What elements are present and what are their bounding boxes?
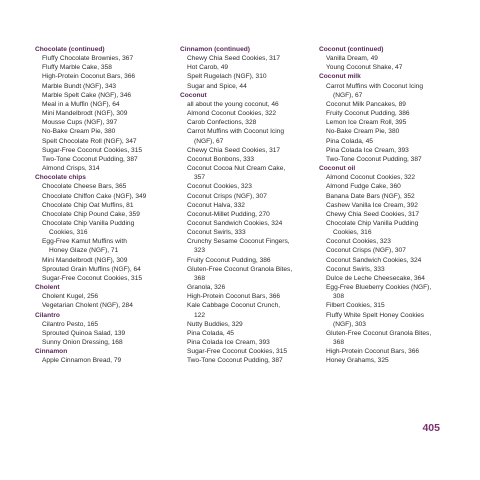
index-entry-continuation: (NGF), 67	[194, 137, 224, 145]
index-heading: Coconut	[180, 91, 207, 99]
index-entry-continuation: 122	[194, 311, 206, 319]
index-entry-continuation: Cookies, 316	[49, 229, 88, 237]
index-entry: High-Protein Coconut Bars, 366	[187, 293, 281, 301]
index-heading: Chocolate chips	[35, 174, 86, 182]
index-heading: Coconut (continued)	[319, 46, 384, 53]
index-heading: Cholent	[35, 284, 60, 292]
index-entry: Carrot Muffins with Coconut Icing	[326, 82, 423, 90]
index-entry: Granola, 326	[187, 284, 226, 292]
index-entry: Fruity Coconut Pudding, 386	[326, 110, 410, 118]
index-entry: No-Bake Cream Pie, 380	[42, 128, 116, 136]
index-entry-continuation: Honey Glaze (NGF), 71	[49, 247, 119, 255]
index-entry-continuation: (NGF), 67	[333, 91, 363, 99]
index-entry: Young Coconut Shake, 47	[326, 64, 403, 72]
index-entry-continuation: 308	[333, 293, 345, 301]
index-entry: Meal in a Muffin (NGF), 64	[42, 100, 120, 108]
index-entry: Fluffy White Spelt Honey Cookies	[326, 311, 425, 319]
index-entry: Coconut Swirls, 333	[326, 265, 385, 273]
index-entry: Nutty Buddies, 329	[187, 320, 243, 328]
index-entry: Vanilla Dream, 49	[326, 55, 378, 63]
index-column-2	[180, 45, 320, 365]
index-entry: Hot Carob, 49	[187, 64, 229, 72]
index-entry: Coconut Cookies, 323	[326, 238, 391, 246]
index-entry: Fruity Coconut Pudding, 386	[187, 256, 271, 264]
index-entry: Filbert Cookies, 315	[326, 302, 385, 310]
index-entry: Chewy Chia Seed Cookies, 317	[187, 55, 281, 63]
index-entry: Chewy Chia Seed Cookies, 317	[187, 146, 281, 154]
index-heading: Coconut milk	[319, 73, 361, 81]
index-entry: Carrot Muffins with Coconut Icing	[187, 128, 284, 136]
index-entry-continuation: 323	[194, 247, 206, 255]
index-heading: Cilantro	[35, 311, 60, 319]
index-entry: Sprouted Grain Muffins (NGF), 64	[42, 265, 141, 273]
index-entry: Egg-Free Kamut Muffins with	[42, 238, 127, 246]
index-entry: Dulce de Leche Cheesecake, 364	[326, 274, 425, 282]
index-entry: Fluffy Chocolate Brownies, 367	[42, 55, 134, 63]
index-entry: Pina Colada, 45	[187, 329, 234, 337]
index-entry: No-Bake Cream Pie, 380	[326, 128, 400, 136]
index-entry-continuation: 357	[194, 174, 206, 182]
index-entry: Coconut Cocoa Nut Cream Cake,	[187, 165, 286, 173]
index-entry: Vegetarian Cholent (NGF), 284	[42, 302, 133, 310]
index-entry: Coconut Milk Pancakes, 89	[326, 100, 406, 108]
index-entry: High-Protein Coconut Bars, 366	[326, 348, 420, 356]
index-entry: Lemon Ice Cream Roll, 395	[326, 119, 407, 127]
index-entry: Cholent Kugel, 256	[42, 293, 99, 301]
index-entry: Chocolate Chip Pound Cake, 359	[42, 210, 140, 218]
index-heading: Coconut oil	[319, 165, 356, 173]
index-entry: Chewy Chia Seed Cookies, 317	[326, 210, 420, 218]
index-entry: Coconut Bonbons, 333	[187, 155, 255, 163]
index-entry-continuation: Cookies, 316	[333, 229, 372, 237]
index-entry: Sugar-Free Coconut Cookies, 315	[187, 348, 288, 356]
page-number: 405	[422, 422, 440, 434]
index-entry: Apple Cinnamon Bread, 79	[42, 357, 122, 365]
index-entry: Coconut Sandwich Cookies, 324	[326, 256, 422, 264]
index-entry: Chocolate Chip Vanilla Pudding	[326, 219, 419, 227]
index-entry: Coconut Cookies, 323	[187, 183, 252, 191]
index-entry: Marble Spelt Cake (NGF), 346	[42, 91, 132, 99]
index-entry: High-Protein Coconut Bars, 366	[42, 73, 136, 81]
index-entry: Cashew Vanilla Ice Cream, 392	[326, 201, 418, 209]
index-entry: Sugar and Spice, 44	[187, 82, 247, 90]
index-entry: Sunny Onion Dressing, 168	[42, 339, 123, 346]
index-entry: Coconut Swirls, 333	[187, 229, 246, 237]
index-entry: Almond Fudge Cake, 360	[326, 183, 401, 191]
index-entry: Coconut Halva, 332	[187, 201, 245, 209]
index-entry: Coconut Crisps (NGF), 307	[326, 247, 406, 255]
index-entry: Marble Bundt (NGF), 343	[42, 82, 117, 90]
index-entry: Chocolate Chip Vanilla Pudding	[42, 219, 135, 227]
index-entry: Pina Colada Ice Cream, 393	[187, 339, 270, 346]
index-entry: Sprouted Quinoa Salad, 139	[42, 329, 126, 337]
index-entry: Honey Grahams, 325	[326, 357, 389, 365]
index-entry: Carob Confections, 328	[187, 119, 257, 127]
index-entry: all about the young coconut, 46	[187, 100, 279, 108]
index-entry: Pina Colada, 45	[326, 137, 373, 145]
index-entry: Sugar-Free Coconut Cookies, 315	[42, 274, 143, 282]
index-entry: Kale Cabbage Coconut Crunch,	[187, 302, 281, 310]
index-entry: Mousse Cups (NGF), 397	[42, 119, 118, 127]
index-entry: Coconut-Millet Pudding, 270	[187, 210, 270, 218]
index-entry: Coconut Crisps (NGF), 307	[187, 192, 267, 200]
index-entry: Fluffy Marble Cake, 358	[42, 64, 112, 72]
index-entry-continuation: (NGF), 303	[333, 320, 366, 328]
index-entry: Chocolate Cheese Bars, 365	[42, 183, 127, 191]
index-entry: Almond Crisps, 314	[42, 165, 100, 173]
index-entry: Gluten-Free Coconut Granola Bites,	[187, 265, 293, 273]
index-entry: Mini Mandelbrodt (NGF), 309	[42, 110, 128, 118]
index-entry: Cilantro Pesto, 165	[42, 320, 99, 328]
index-column-1	[35, 45, 175, 365]
index-entry: Banana Date Bars (NGF), 352	[326, 192, 415, 200]
index-entry: Two-Tone Coconut Pudding, 387	[42, 155, 138, 163]
index-entry: Almond Coconut Cookies, 322	[326, 174, 416, 182]
index-entry-continuation: 368	[194, 274, 206, 282]
index-entry: Pina Colada Ice Cream, 393	[326, 146, 409, 154]
index-entry: Almond Coconut Cookies, 322	[187, 110, 277, 118]
index-entry: Spelt Chocolate Roll (NGF), 347	[42, 137, 137, 145]
index-heading: Chocolate (continued)	[35, 46, 105, 53]
index-column-3	[319, 45, 465, 365]
index-entry: Chocolate Chiffon Cake (NGF), 349	[42, 192, 147, 200]
index-entry-continuation: 368	[333, 339, 345, 346]
index-entry: Spelt Rugelach (NGF), 310	[187, 73, 267, 81]
index-entry: Chocolate Chip Oat Muffins, 81	[42, 201, 134, 209]
index-entry: Mini Mandelbrodt (NGF), 309	[42, 256, 128, 264]
index-heading: Cinnamon (continued)	[180, 46, 250, 53]
index-entry: Gluten-Free Coconut Granola Bites,	[326, 329, 432, 337]
index-entry: Two-Tone Coconut Pudding, 387	[326, 155, 422, 163]
index-entry: Coconut Sandwich Cookies, 324	[187, 219, 283, 227]
index-entry: Crunchy Sesame Coconut Fingers,	[187, 238, 290, 246]
index-entry: Two-Tone Coconut Pudding, 387	[187, 357, 283, 365]
index-entry: Egg-Free Blueberry Cookies (NGF),	[326, 284, 432, 292]
index-heading: Cinnamon	[35, 348, 68, 356]
index-entry: Sugar-Free Coconut Cookies, 315	[42, 146, 143, 154]
